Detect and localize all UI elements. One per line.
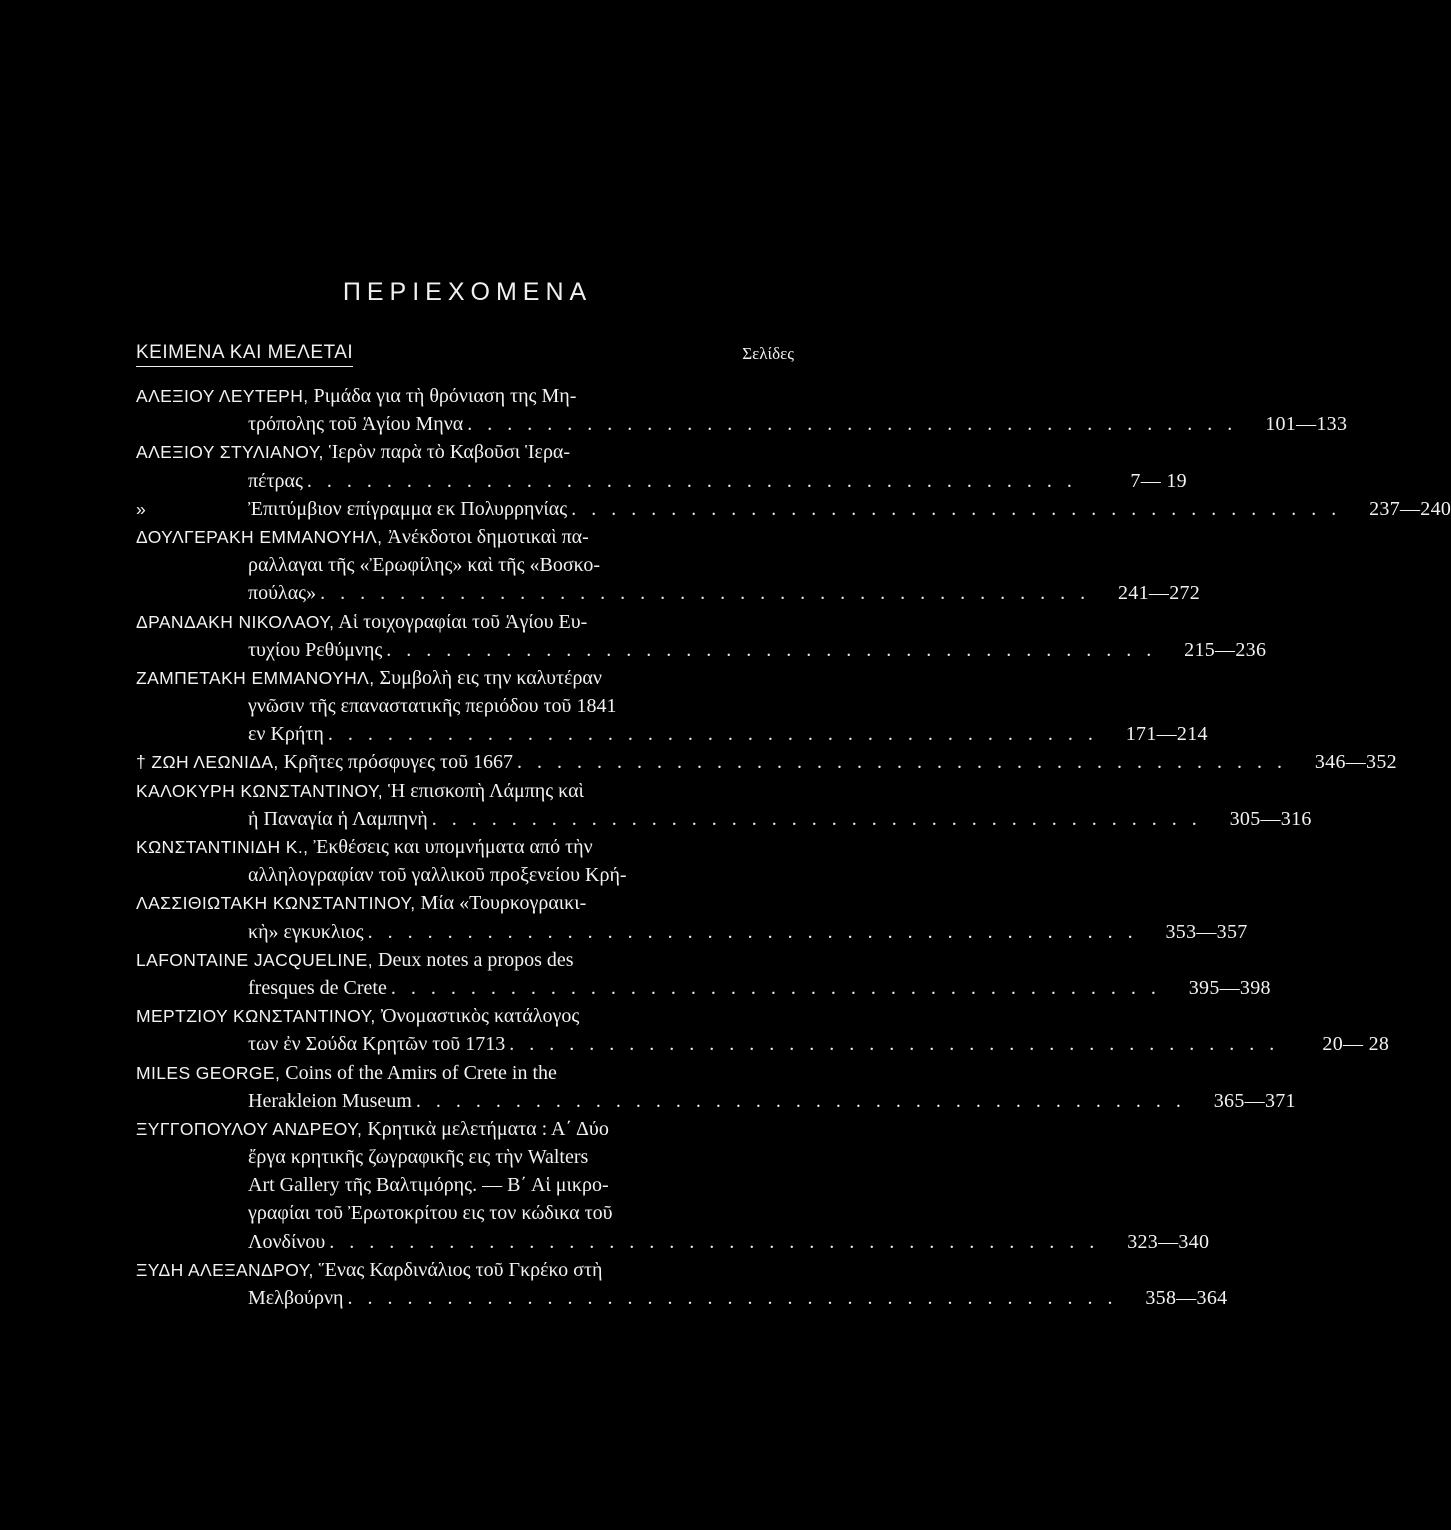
toc-entry-line	[136, 1199, 672, 1227]
toc-entry-title-text: τυχίου Ρεθύμνης	[248, 638, 383, 661]
section-label: ΚΕΙΜΕΝΑ ΚΑΙ ΜΕΛΕΤΑΙ	[136, 342, 353, 367]
toc-entry-line	[136, 1171, 672, 1199]
toc-entry	[136, 523, 1201, 608]
toc-entry-author: ΔΡΑΝΔΑΚΗ ΝΙΚΟΛΑΟΥ,	[136, 611, 335, 632]
toc-entry-title-text: Herakleion Museum	[248, 1089, 412, 1112]
toc-entry-author: ΑΛΕΞΙΟΥ ΛΕΥΤΕΡΗ,	[136, 386, 309, 406]
leader-dots: . . . . . . . . . . . . . . . . . . . . . . . . . . . . . . . . . . . . . . .	[571, 497, 1342, 520]
toc-entry	[136, 1256, 1228, 1312]
toc-entry-line	[136, 438, 696, 466]
toc-entry	[136, 889, 1248, 945]
toc-entry	[136, 382, 1348, 438]
toc-entry-pages: 101—133	[1265, 413, 1348, 436]
toc-entry-line	[136, 1002, 696, 1030]
toc-entry-title-text: Ἱερὸν παρὰ τὸ Καβοῦσι Ἱερα-	[328, 441, 571, 464]
toc-entry-author: ΖΑΜΠΕΤΑΚΗ ΕΜΜΑΝΟΥΗΛ,	[136, 667, 375, 688]
toc-entry-pages: 7— 19	[1130, 469, 1187, 492]
toc-entry-pages: 346—352	[1314, 751, 1397, 774]
toc-entry-line	[136, 1030, 1390, 1058]
leader-dots: . . . . . . . . . . . . . . . . . . . . . . . . . . . . . . . . . . . . . . .	[415, 1089, 1186, 1112]
toc-entry-title-text: Μία «Τουρκογραικι-	[420, 892, 587, 915]
toc-entry	[136, 1002, 1390, 1058]
toc-entry-title-text: Ἐπιτύμβιον επίγραμμα εκ Πολυρρηνίας	[248, 497, 568, 520]
toc-entry-line	[136, 664, 696, 692]
toc-entry-author: MILES GEORGE,	[136, 1062, 281, 1083]
toc-entry-title-text: Ριμάδα για τὴ θρόνιαση της Μη-	[313, 385, 577, 407]
toc-entry-author: ΚΩΝΣΤΑΝΤΙΝΙΔΗ Κ.,	[136, 837, 309, 857]
toc-entry	[136, 1059, 1296, 1115]
toc-entry-line	[136, 805, 1312, 833]
toc-entry-title-text: γνῶσιν τῆς επαναστατικῆς περιόδου τοῦ 1841	[248, 695, 617, 718]
leader-dots: . . . . . . . . . . . . . . . . . . . . . . . . . . . . . . . . . . . . . . .	[509, 1033, 1280, 1056]
toc-entry-pages: 215—236	[1184, 638, 1267, 661]
toc-entry-title-text: Ἕνας Καρδινάλιος τοῦ Γκρέκο στὴ	[318, 1258, 603, 1281]
page-title: ΠΕΡΙΕΧΟΜΕΝΑ	[342, 278, 593, 306]
toc-entry	[136, 664, 1208, 749]
leader-dots: . . . . . . . . . . . . . . . . . . . . . . . . . . . . . . . . . . . . . . .	[329, 1230, 1100, 1253]
toc-entry-line	[136, 918, 1248, 946]
toc-entry-line	[136, 495, 1451, 523]
toc-entry-title-text: αλληλογραφίαν τοῦ γαλλικοῦ προξενείου Κρή-	[248, 864, 627, 887]
toc-entry-title-text: Deux notes a propos des	[378, 948, 574, 971]
toc-entry-title-text: Ἡ επισκοπὴ Λάμπης καὶ	[388, 779, 584, 802]
toc-entry-line	[136, 1228, 1210, 1256]
leader-dots: . . . . . . . . . . . . . . . . . . . . . . . . . . . . . . . . . . . . . . .	[516, 751, 1287, 774]
toc-entry-line	[136, 720, 1208, 748]
toc-entry-title-text: Ἀνέκδοτοι δημοτικαὶ πα-	[387, 525, 589, 548]
leader-dots: . . . . . . . . . . . . . . . . . . . . . . . . . . . . . . . . . . . . . . .	[306, 469, 1077, 492]
toc-entry-title-text: Art Gallery τῆς Βαλτιμόρης. — Β΄ Αἱ μικρο-	[248, 1174, 609, 1197]
toc-entry	[136, 1115, 1210, 1256]
toc-entry-pages: 358—364	[1145, 1287, 1228, 1309]
leader-dots: . . . . . . . . . . . . . . . . . . . . . . . . . . . . . . . . . . . . . . .	[327, 723, 1098, 746]
toc-entry-line	[136, 748, 1397, 776]
leader-dots: . . . . . . . . . . . . . . . . . . . . . . . . . . . . . . . . . . . . . . .	[347, 1287, 1118, 1309]
toc-entry-pages: 353—357	[1165, 920, 1248, 943]
toc-entry	[136, 608, 1267, 664]
toc-entry-line	[136, 833, 696, 861]
toc-entry-title-text: ραλλαγαι τῆς «Ἐρωφίλης» καὶ τῆς «Βοσκο-	[248, 554, 600, 577]
toc-entry-title-text: πέτρας	[248, 469, 303, 492]
leader-dots: . . . . . . . . . . . . . . . . . . . . . . . . . . . . . . . . . . . . . . .	[390, 976, 1161, 999]
toc-entry-line	[136, 551, 672, 579]
toc-entry	[136, 833, 800, 889]
toc-entry-title-text: ἡ Παναγία ἡ Λαμπηνὴ	[248, 807, 428, 830]
leader-dots: . . . . . . . . . . . . . . . . . . . . . . . . . . . . . . . . . . . . . . .	[431, 807, 1202, 830]
toc-entry-title-text: Συμβολὴ εις την καλυτέραν	[379, 666, 602, 689]
toc-entry-line	[136, 1087, 1296, 1115]
toc-entry-author: ΜΕΡΤΖΙΟΥ ΚΩΝΣΤΑΝΤΙΝΟΥ,	[136, 1006, 376, 1027]
leader-dots: . . . . . . . . . . . . . . . . . . . . . . . . . . . . . . . . . . . . . . .	[320, 582, 1091, 605]
toc-entry-line	[136, 777, 696, 805]
toc-entry-line	[136, 608, 696, 636]
toc-entry-pages: 365—371	[1213, 1089, 1296, 1112]
leader-dots: . . . . . . . . . . . . . . . . . . . . . . . . . . . . . . . . . . . . . . .	[386, 638, 1157, 661]
toc-entry-line	[136, 1256, 696, 1284]
toc-entry-title-text: Μελβούρνη	[248, 1287, 344, 1309]
toc-entry	[136, 748, 1397, 776]
toc-entry-line	[136, 974, 1271, 1002]
toc-entry-title-text: Ἐκθέσεις και υπομνήματα από τὴν	[313, 836, 593, 858]
toc-entry-pages: 323—340	[1127, 1230, 1210, 1253]
toc-entry	[136, 777, 1312, 833]
toc-entry-author: ΔΟΥΛΓΕΡΑΚΗ ΕΜΜΑΝΟΥΗΛ,	[136, 526, 383, 547]
section-header	[136, 342, 796, 372]
toc-entry-author: † ΖΩΗ ΛΕΩΝΙΔΑ,	[136, 752, 279, 773]
toc-entry-pages: 20— 28	[1322, 1033, 1390, 1056]
toc-entry-line	[136, 410, 1348, 438]
toc-entry-title-text: Αἱ τοιχογραφίαι τοῦ Ἁγίου Ευ-	[338, 610, 588, 633]
toc-entry-author: ΑΛΕΞΙΟΥ ΣΤΥΛΙΑΝΟΥ,	[136, 442, 324, 463]
toc-entry-pages: 305—316	[1229, 807, 1312, 830]
toc-entry-title-text: πούλας»	[248, 582, 317, 605]
toc-entry-title-text: Κρῆτες πρόσφυγες τοῦ 1667	[283, 751, 513, 774]
toc-entry-line	[136, 692, 672, 720]
toc-entry-line	[136, 523, 696, 551]
table-of-contents	[136, 382, 1451, 1312]
toc-entry	[136, 946, 1271, 1002]
pages-column-label: Σελίδες	[742, 344, 794, 363]
toc-entry-pages: 395—398	[1188, 976, 1271, 999]
toc-entry-title-text: κὴ» εγκυκλιος	[248, 920, 364, 943]
toc-entry-title-text: τρόπολης τοῦ Ἁγίου Μηνα	[248, 413, 464, 436]
toc-entry-title-text: Λονδίνου	[248, 1230, 326, 1253]
toc-entry-author: LAFONTAINE JACQUELINE,	[136, 949, 373, 970]
toc-entry-title-text: Coins of the Amirs of Crete in the	[285, 1061, 557, 1084]
toc-entry-line	[136, 1115, 696, 1143]
toc-entry-title-text: Κρητικὰ μελετήματα : Α΄ Δύο	[367, 1117, 609, 1140]
toc-entry-title-text: γραφίαι τοῦ Ἐρωτοκρίτου εις τον κώδικα τοῦ	[248, 1202, 613, 1225]
toc-entry	[136, 438, 1187, 494]
toc-entry-line	[136, 861, 672, 889]
toc-entry-line	[136, 467, 1187, 495]
toc-entry-line	[136, 1143, 672, 1171]
toc-entry-author: »	[136, 498, 147, 519]
leader-dots: . . . . . . . . . . . . . . . . . . . . . . . . . . . . . . . . . . . . . . .	[467, 413, 1238, 436]
toc-entry-author: ΚΑΛΟΚΥΡΗ ΚΩΝΣΤΑΝΤΙΝΟΥ,	[136, 780, 384, 801]
leader-dots: . . . . . . . . . . . . . . . . . . . . . . . . . . . . . . . . . . . . . . .	[367, 920, 1138, 943]
toc-entry	[136, 495, 1451, 523]
toc-entry-line	[136, 1059, 696, 1087]
toc-entry-pages: 237—240	[1369, 497, 1451, 520]
toc-entry-line	[136, 889, 696, 917]
toc-entry-pages: 241—272	[1118, 582, 1201, 605]
toc-entry-title-text: ἔργα κρητικῆς ζωγραφικῆς εις τὴν Walters	[248, 1146, 589, 1169]
toc-entry-pages: 171—214	[1125, 723, 1208, 746]
toc-entry-title-text: Ὀνομαστικὸς κατάλογος	[380, 1005, 580, 1028]
toc-entry-author: ΛΑΣΣΙΘΙΩΤΑΚΗ ΚΩΝΣΤΑΝΤΙΝΟΥ,	[136, 893, 416, 914]
toc-entry-author: ΞΥΓΓΟΠΟΥΛΟΥ ΑΝΔΡΕΟΥ,	[136, 1118, 363, 1139]
toc-entry-line	[136, 1284, 1228, 1312]
toc-entry-line	[136, 636, 1267, 664]
toc-entry-title-text: εν Κρήτη	[248, 723, 324, 746]
toc-entry-line	[136, 579, 1201, 607]
toc-entry-title-text: των ἐν Σούδα Κρητῶν τοῦ 1713	[248, 1033, 506, 1056]
toc-entry-title-text: fresques de Crete	[248, 976, 387, 999]
toc-entry-line	[136, 382, 696, 410]
toc-entry-author: ΞΥΔΗ ΑΛΕΞΑΝΔΡΟΥ,	[136, 1259, 314, 1280]
toc-entry-line	[136, 946, 696, 974]
